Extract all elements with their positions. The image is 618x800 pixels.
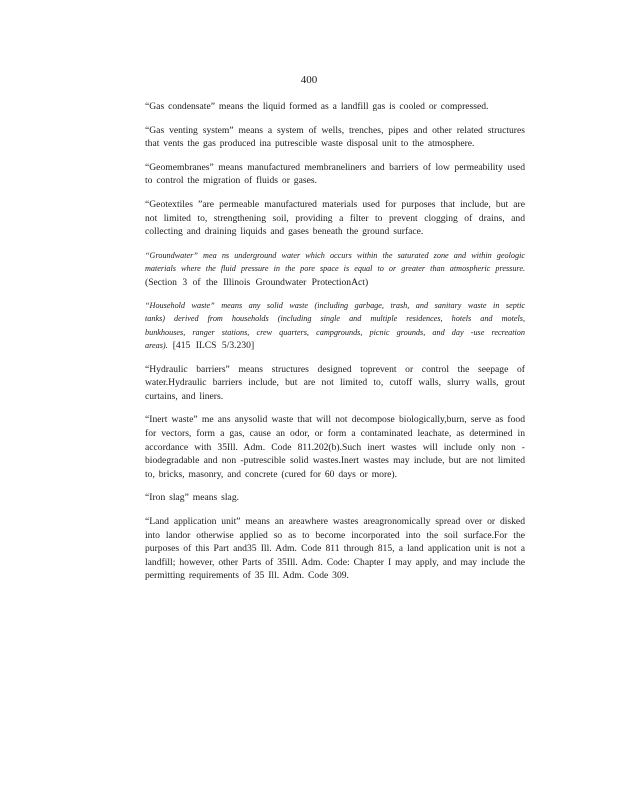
definition-hydraulic-barriers: “Hydraulic barriers” means structures designed toprevent or control the seepage of water.Hydraulic barriers include, but are not limited to, cutoff walls, slurry walls, grout curtains, and liners. [145, 363, 525, 402]
definition-household-waste-text: “Household waste” means any solid waste (including garbage, trash, and sanitary waste in septic tanks) derived from households (including single and multiple residences, hotels and motels, bunkhouses, ranger stations, crew quarters, campgrounds, picnic grounds, and day -use recreation areas). [145, 300, 525, 351]
definition-gas-condensate: “Gas condensate” means the liquid formed as a landfill gas is cooled or compressed. [145, 101, 489, 112]
definition-inert-waste: “Inert waste” me ans anysolid waste that will not decompose biologically,burn, serve as food for vectors, form a gas, cause an odor, or form a contaminated leachate, as determined in accordance with 35Ill. Adm. Code 811.202(b).Such inert wastes will include only non -biodegradable and non -putrescible solid wastes.Inert wastes may include, but are not limited to, bricks, masonry, and concrete (cured for 60 days or more). [145, 414, 525, 480]
definition-iron-slag: “Iron slag” means slag. [145, 492, 240, 504]
definition-geotextiles: “Geotextiles ”are permeable manufactured materials used for purposes that include, but are not limited to, strengthening soil, providing a filter to prevent clogging of drains, and collecting and draining liquids and gases beneath the ground surface. [145, 198, 525, 238]
definition-gas-venting-system: “Gas venting system” means a system of wells, trenches, pipes and other related structures that vents the gas produced ina putrescible waste disposal unit to the atmosphere. [145, 124, 525, 150]
definition-household-waste-citation: [415 ILCS 5/3.230] [172, 340, 255, 352]
definition-household-waste [145, 299, 525, 353]
definition-geomembranes: “Geomembranes” means manufactured membraneliners and barriers of low permeability used to control the migration of fluids or gases. [145, 161, 525, 187]
definition-groundwater-citation: (Section 3 of the Illinois Groundwater ProtectionAct) [145, 276, 369, 288]
definitions-body [145, 100, 525, 593]
definition-land-application-unit: “Land application unit” means an areawhere wastes areagronomically spread over or disked into landor otherwise applied so as to become incorporated into the soil surface.For the purposes of this Part and35 Ill. Adm. Code 811 through 815, a land application unit is not a landfill; however, other Parts of 35Ill. Adm. Code: Chapter I may apply, and may include the permitting requirements of 35 Ill. Adm. Code 309. [145, 515, 525, 582]
definition-groundwater [145, 249, 525, 289]
page-number: 400 [300, 74, 318, 86]
definition-groundwater-text: “Groundwater” mea ns underground water which occurs within the saturated zone and within geologic materials where the fluid pressure in the pore space is equal to or greater than atmospheric pressure. [145, 250, 525, 274]
